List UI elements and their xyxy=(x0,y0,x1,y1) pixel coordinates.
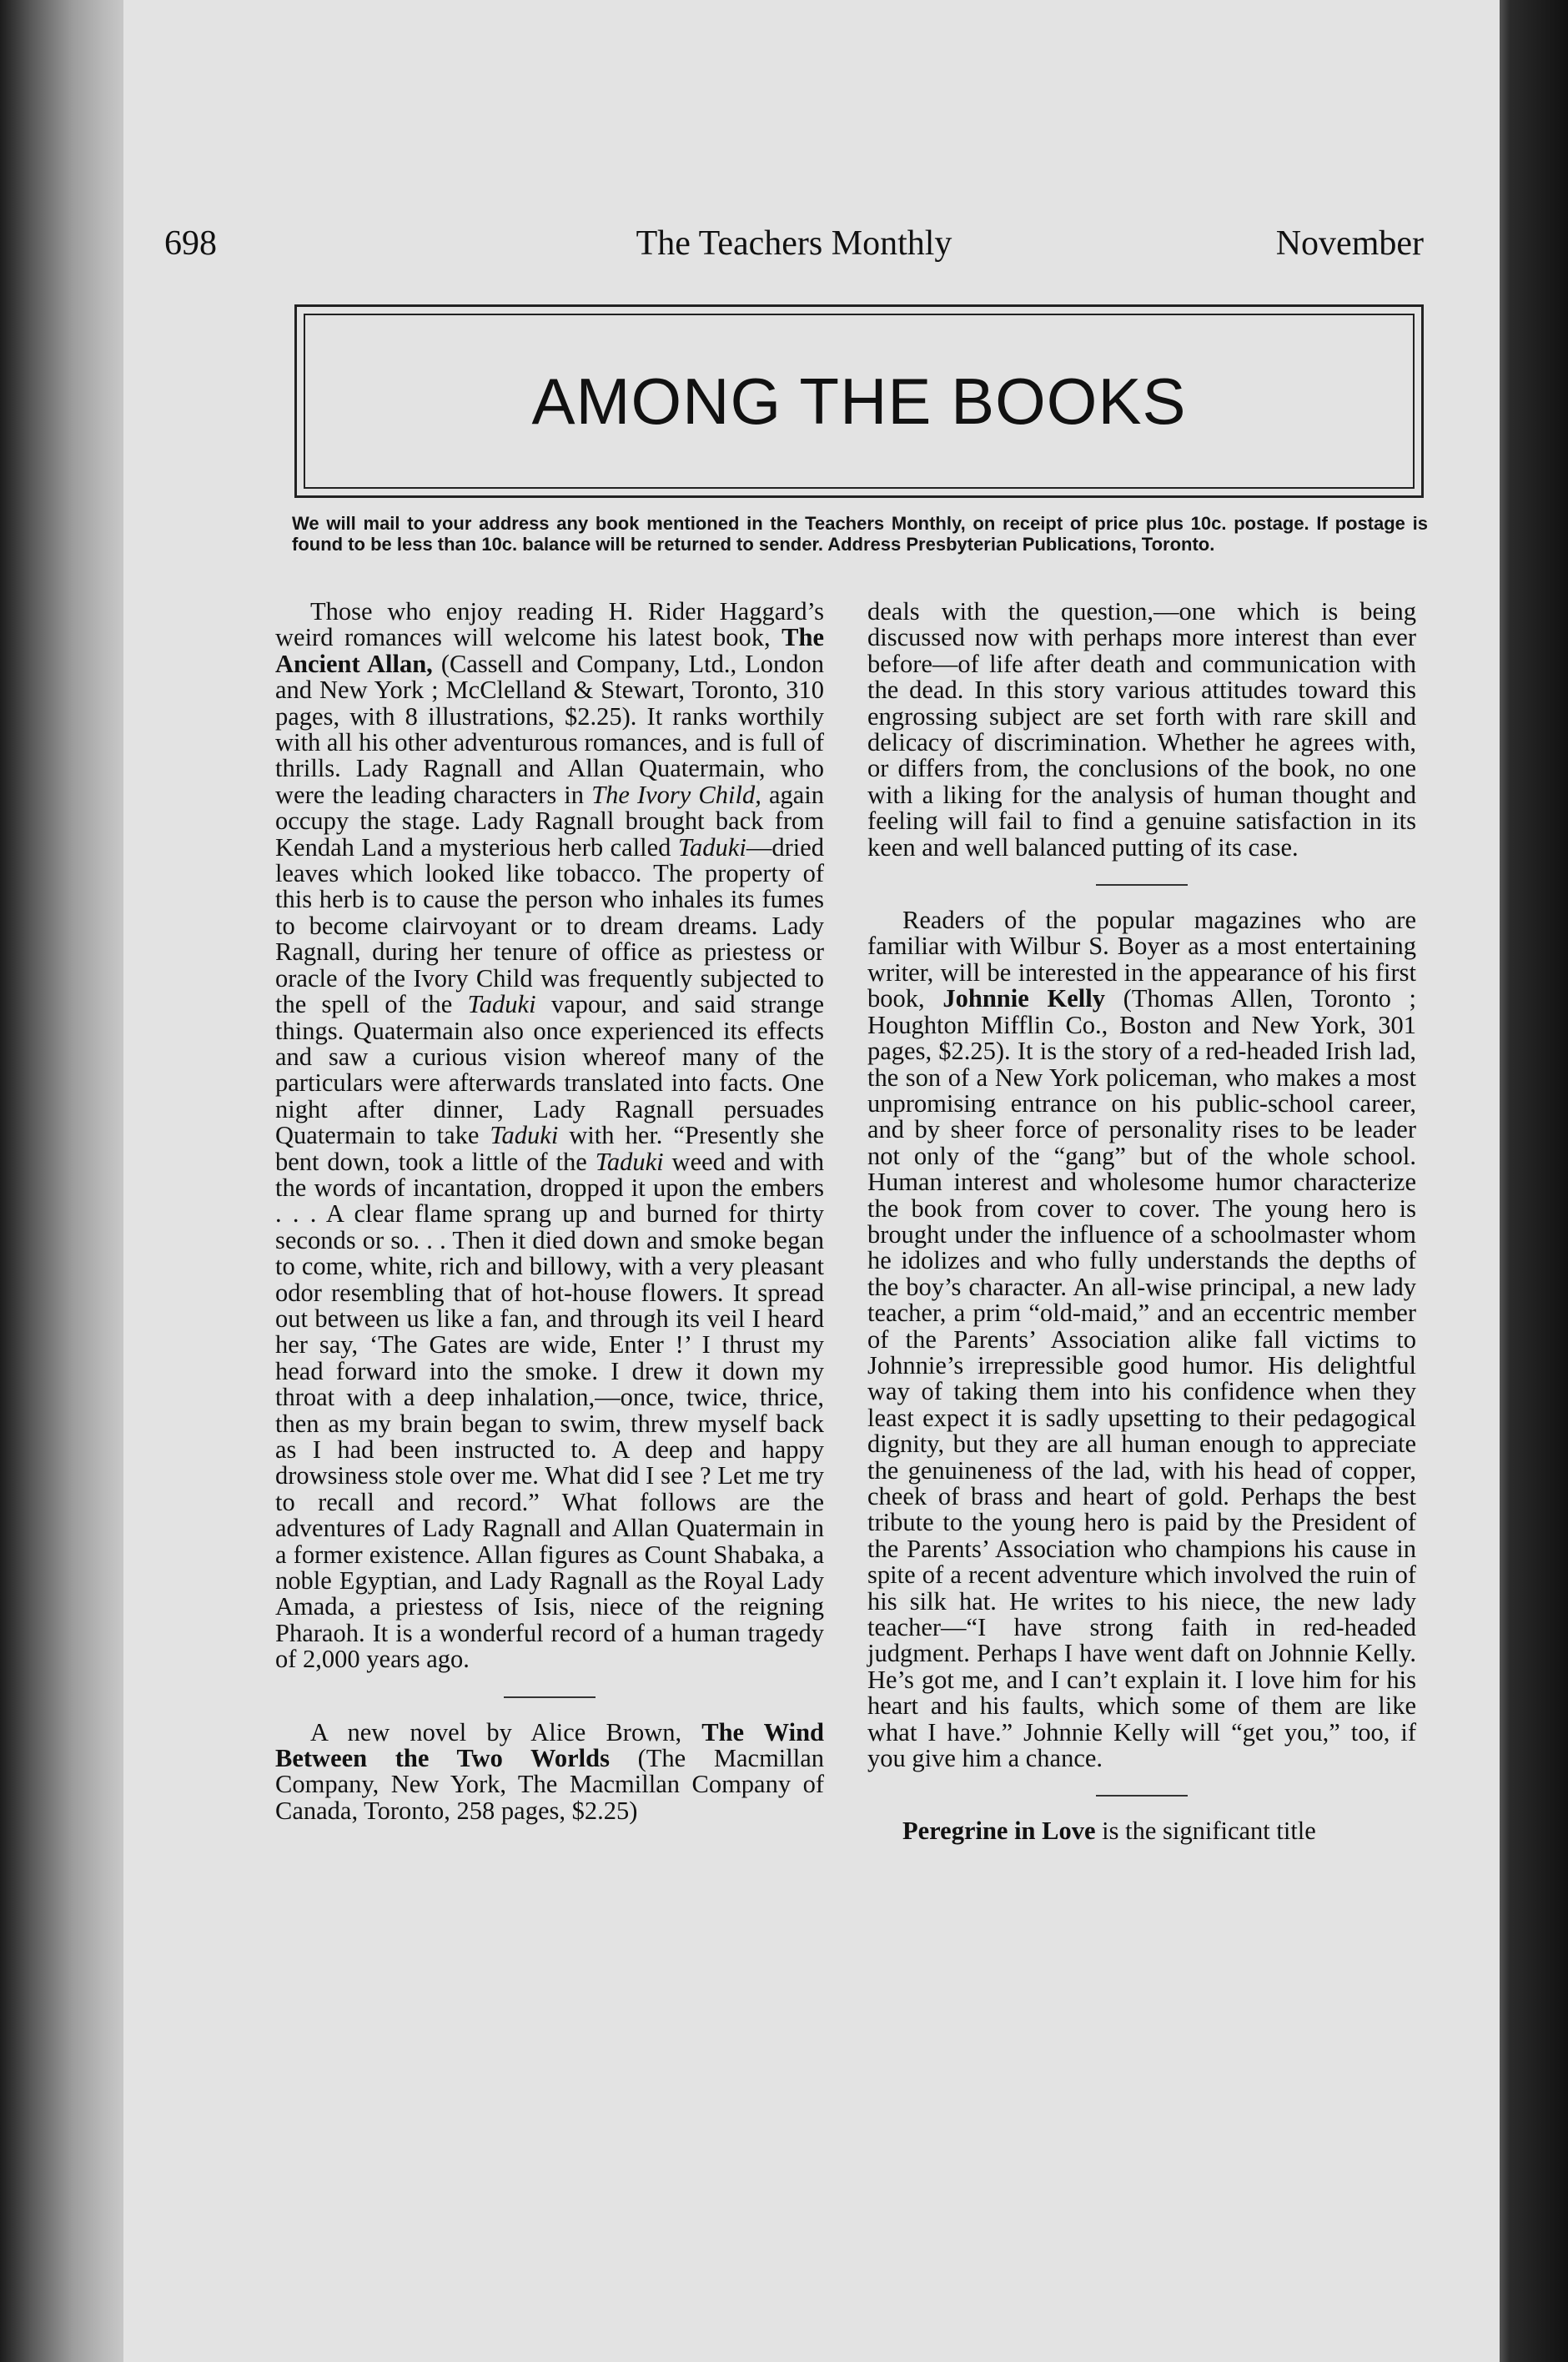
italic-title: The Ivory Child, xyxy=(591,780,761,809)
page-number: 698 xyxy=(164,224,217,263)
review-text: weed and with the words of incantation, dropped it upon the embers . . . A clear flame sprang up and burned for thirty seconds or so. . . Then it died down and smoke began to come, white, rich and billowy, with a very pleasant odor resembling that of hot-house flowers. It spread out between us like a fan, and through its veil I heard her say, ‘The Gates are wide, Enter !’ I thrust my head forward into the smoke. I drew it down my throat with a deep inhalation,—once, twice, thrice, then as my brain began to swim, threw myself back as I had been instructed to. A deep and happy drowsiness stole over me. What did I see ? Let me try to recall and record.” What follows are the adventures of Lady Ragnall and Allan Quatermain in a former existence. Allan figures as Count Shabaka, a noble Egyptian, and Lady Ragnall as the Royal Lady Amada, a priestess of Isis, niece of the reigning Pharaoh. It is a wonderful record of a human tragedy of 2,000 years ago. xyxy=(275,1147,824,1674)
book-title: Peregrine in Love xyxy=(902,1817,1096,1846)
issue-month: November xyxy=(1275,224,1424,263)
book-title: Johnnie Kelly xyxy=(942,984,1105,1013)
review-text: again occupy the stage. Lady Ragnall brought back from Kendah Land a mysterious herb called xyxy=(275,780,825,862)
review-text: with her. “Presently she bent down, took a little of the xyxy=(275,1121,824,1176)
section-title-inner-frame xyxy=(304,314,1415,489)
section-title-box xyxy=(294,304,1424,498)
italic-term: Taduki xyxy=(595,1147,664,1176)
review-text: vapour, and said strange things. Quatermain also once experienced its effects and saw a curious vision whereof many of the particulars were afterwards translated into facts. One night after dinner, Lady Ragnall persuades Quatermain to take xyxy=(275,990,825,1150)
separator-rule xyxy=(1096,1795,1188,1797)
review-text: is the significant title xyxy=(1102,1817,1316,1846)
review-wind-continuation: deals with the question,—one which is being discussed now with perhaps more interest than ever before—of life after death and communication with the dead. In this story various attitudes toward this engrossing subject are set forth with rare skill and delicacy of discrimination. Whether he agrees with, or differs from, the conclusions of the book, no one with a liking for the analysis of human thought and feeling will fail to find a genuine satisfaction in its keen and well balanced putting of its case. xyxy=(867,597,1416,862)
running-header xyxy=(164,224,1424,282)
review-peregrine-in-love xyxy=(867,1818,1416,1844)
review-text: (Cassell and Company, Ltd., London and New York ; McClelland & Stewart, Toronto, 310 pages, with 8 illustrations, $2.25). It ranks worthily with all his other adventurous romances, and is full of thrills. Lady Ragnall and Allan Quatermain, who were the leading characters in xyxy=(275,649,824,809)
mail-order-notice: We will mail to your address any book mentioned in the Teachers Monthly, on receipt of price plus 10c. postage. If postage is found to be less than 10c. balance will be returned to sender. Address Presbyterian Publications, Toronto. xyxy=(292,513,1428,555)
book-spine-shadow xyxy=(0,0,125,2362)
review-text: —dried leaves which looked like tobacco. The property of this herb is to cause the person who inhales its fumes to become clairvoyant or to dream dreams. Lady Ragnall, during her tenure of office as priestess or oracle of the Ivory Child was frequently subjected to the spell of the xyxy=(275,832,824,1019)
italic-term: Taduki xyxy=(490,1121,559,1150)
book-title: The Wind Between the Two Worlds xyxy=(275,1717,825,1773)
review-text: (The Macmillan Company, New York, The Macmillan Company of Canada, Toronto, 258 pages, $2.25) xyxy=(275,1744,825,1825)
section-title: AMONG THE BOOKS xyxy=(531,364,1187,438)
book-title: The Ancient Allan, xyxy=(275,623,824,678)
separator-rule xyxy=(1096,884,1188,886)
review-text: Readers of the popular magazines who are familiar with Wilbur S. Boyer as a most entertaining writer, will be interested in the appearance of his first book, xyxy=(867,906,1416,1013)
review-text: Those who enjoy reading H. Rider Haggard’s weird romances will welcome his latest book, xyxy=(275,597,824,652)
review-text: (Thomas Allen, Toronto ; Houghton Mifflin Co., Boston and New York, 301 pages, $2.25). It is the story of a red-headed Irish lad, the son of a New York policeman, who makes a most unpromising entrance on his public-school career, and by sheer force of personality rises to be leader not only of the “gang” but of the whole school. Human interest and wholesome humor characterize the book from cover to cover. The young hero is brought under the influence of a schoolmaster whom he idolizes and who fully understands the depths of the boy’s character. An all-wise principal, a new lady teacher, a prim “old-maid,” and an eccentric member of the Parents’ Association alike fall victims to Johnnie’s irrepressible good humor. His delightful way of taking them into his confidence when they least expect it is sadly upsetting to their pedagogical dignity, but they are all human enough to appreciate the genuineness of the lad, with his head of copper, cheek of brass and heart of gold. Perhaps the best tribute to the young hero is paid by the President of the Parents’ Association who champions his cause in spite of a recent adventure which involved the ruin of his silk hat. He writes to his niece, the new lady teacher—“I have strong faith in red-headed judgment. Perhaps I have went daft on Johnnie Kelly. He’s got me, and I can’t explain it. I love him for his heart and his faults, which some of them are like what I have.” Johnnie Kelly will “get you,” too, if you give him a chance. xyxy=(867,984,1417,1773)
review-johnnie-kelly xyxy=(867,907,1416,1772)
separator-rule xyxy=(504,1696,596,1698)
left-column xyxy=(275,599,824,1824)
review-wind-between-worlds xyxy=(275,1717,825,1825)
review-text: A new novel by Alice Brown, xyxy=(310,1717,682,1746)
italic-term: Taduki xyxy=(467,990,536,1019)
review-ancient-allan xyxy=(275,599,824,1673)
running-title: The Teachers Monthly xyxy=(636,224,952,263)
right-column xyxy=(867,599,1416,1845)
italic-term: Taduki xyxy=(677,832,746,862)
